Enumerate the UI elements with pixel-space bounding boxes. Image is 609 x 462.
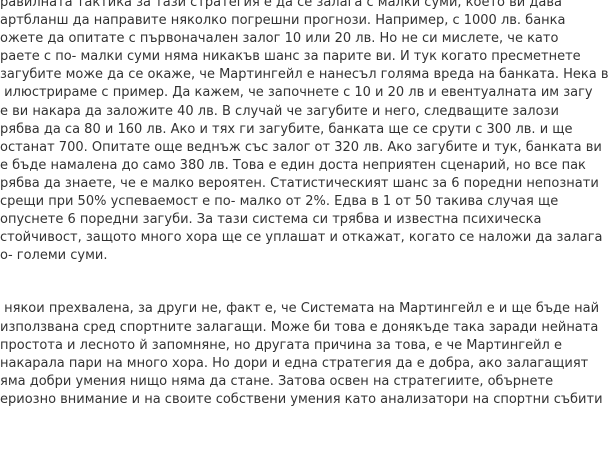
text-line: е ви накара да заложите 40 лв. В случай че загубите и него, следващите залози — [0, 103, 559, 119]
text-line: илюстрираме с пример. Да кажем, че започнете с 10 и 20 лв и евентуалната им загу — [0, 85, 593, 101]
text-line: опуснете 6 поредни загуби. За тази система си трябва и известна психическа — [0, 212, 542, 228]
text-line: артбланш да направите няколко погрешни прогнози. Например, с 1000 лв. банка — [0, 13, 566, 29]
text-line: яма добри умения нищо няма да стане. Затова освен на стратегиите, обърнете — [0, 373, 554, 389]
text-line: стойчивост, защото много хора ще се уплашат и откажат, когато се наложи да залага — [0, 230, 603, 246]
text-line: рябва да знаете, че е малко вероятен. Статистическият шанс за 6 поредни непознати — [0, 175, 599, 191]
text-line: е бъде намалена до само 380 лв. Това е един доста неприятен сценарий, но все пак — [0, 157, 586, 173]
text-line: рябва да са 80 и 160 лв. Ако и тях ги загубите, банката ще се срути с 300 лв. и ще — [0, 121, 573, 137]
text-line: о- големи суми. — [0, 248, 108, 264]
text-line: останат 700. Опитате още веднъж със залог от 320 лв. Ако загубите и тук, банката ви — [0, 139, 602, 155]
paragraph-conclusion — [0, 300, 603, 409]
text-line: ожете да опитате с първоначален залог 10 или 20 лв. Но не си мислете, че като — [0, 31, 559, 47]
text-line: срещи при 50% успеваемост е по- малко от 2%. Едва в 1 от 50 такива случая ще — [0, 194, 559, 210]
text-line: равилната тактика за тази стратегия е да се залага с малки суми, което ви дава — [0, 0, 562, 10]
text-line: загубите може да се окаже, че Мартингейл е нанесъл голяма вреда на банката. Нека в — [0, 67, 609, 83]
text-line: простота и лесното й запомняне, но другата причина за това, е че Мартингейл е — [0, 337, 562, 353]
text-line: използвана сред спортните залагащи. Може би това е донякъде така заради нейната — [0, 319, 599, 335]
text-line: ериозно внимание и на своите собствени умения като анализатори на спортни събити — [0, 391, 603, 407]
text-line: някои прехвалена, за други не, факт е, че Системата на Мартингейл е и ще бъде най — [0, 301, 600, 317]
text-line: накарала пари на много хора. Но дори и една стратегия да е добра, ако залагащият — [0, 355, 589, 371]
text-line: раете с по- малки суми няма никакъв шанс за парите ви. И тук когато пресметнете — [0, 49, 581, 65]
